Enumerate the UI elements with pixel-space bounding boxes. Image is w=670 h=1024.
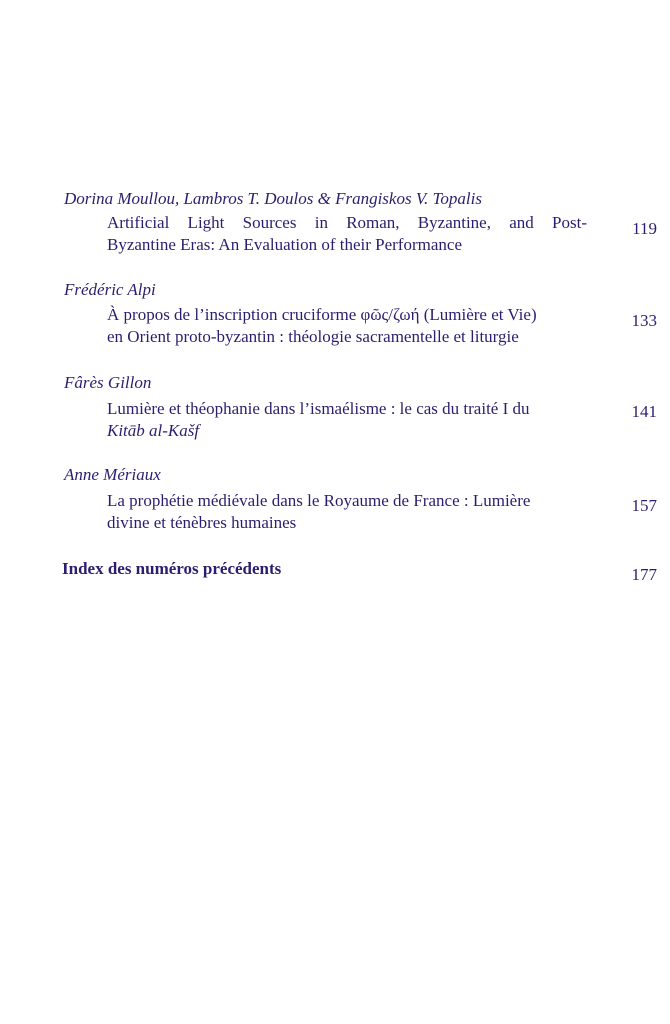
index-title: Index des numéros précédents <box>62 559 282 578</box>
entry-title-line: Lumière et théophanie dans l’ismaélisme : le cas du traité I du <box>107 399 530 418</box>
entry-title <box>107 304 587 348</box>
entry-page-number: 119 <box>632 219 657 238</box>
entry-title-line: À propos de l’inscription cruciforme φῶς/ζωή (Lumière et Vie) <box>107 305 537 324</box>
entry-author: Dorina Moullou, Lambros T. Doulos & Frangiskos V. Topalis <box>64 189 482 208</box>
entry-author: Frédéric Alpi <box>64 280 156 299</box>
entry-page-number: 141 <box>631 402 657 421</box>
entry-title-line: divine et ténèbres humaines <box>107 513 297 532</box>
entry-page-number: 157 <box>631 496 657 515</box>
entry-title-line: Kitāb al-Kašf <box>107 421 200 440</box>
index-page-number: 177 <box>631 565 657 584</box>
entry-author: Anne Mériaux <box>64 465 161 484</box>
entry-title-line: Byzantine Eras: An Evaluation of their Performance <box>107 235 462 254</box>
entry-title <box>107 212 587 256</box>
entry-title <box>107 490 587 534</box>
entry-title <box>107 398 587 442</box>
entry-page-number: 133 <box>631 311 657 330</box>
entry-title-line: La prophétie médiévale dans le Royaume de France : Lumière <box>107 491 531 510</box>
entry-author: Fârès Gillon <box>64 373 152 392</box>
entry-title-line: en Orient proto-byzantin : théologie sacramentelle et liturgie <box>107 327 519 346</box>
entry-title-line: Artificial Light Sources in Roman, Byzantine, and Post- <box>107 213 587 232</box>
